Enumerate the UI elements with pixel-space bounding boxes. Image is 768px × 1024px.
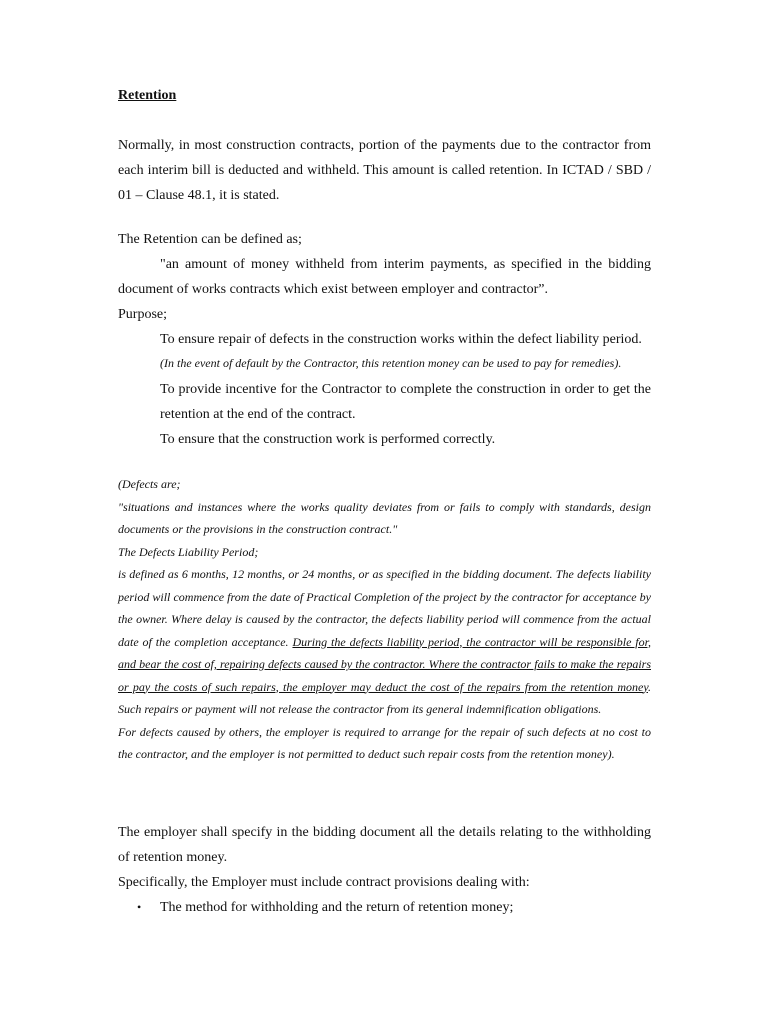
page-title: Retention xyxy=(118,88,177,103)
dlp-underlined-text: During the defects liability period, the contractor will be responsible for, and bear the cost of, repairing defects caused by the contractor. Where the contractor fails to make the repairs or pay the costs of such repairs, the employer may deduct the cost of the repairs from the retention money xyxy=(118,634,651,694)
purpose-block xyxy=(118,327,651,452)
defects-definition: "situations and instances where the works quality deviates from or fails to comply with standards, design documents or the provisions in the construction contract." xyxy=(118,499,651,536)
provisions-lead: Specifically, the Employer must include contract provisions dealing with: xyxy=(118,875,530,890)
others-paragraph: For defects caused by others, the employer is required to arrange for the repair of such defects at no cost to the contractor, and the employer is not permitted to deduct such repair costs from the retention money). xyxy=(118,724,651,761)
defects-block xyxy=(118,473,651,766)
dlp-label: The Defects Liability Period; xyxy=(118,544,259,559)
purpose-item-1: To ensure repair of defects in the construction works within the defect liability period. xyxy=(160,332,642,347)
bullet-icon: • xyxy=(137,900,142,914)
purpose-item-3: To ensure that the construction work is performed correctly. xyxy=(160,431,496,447)
purpose-item-2: To provide incentive for the Contractor to complete the construction in order to get the retention at the end of the contract. xyxy=(160,381,651,422)
definition-quote: "an amount of money withheld from interim payments, as specified in the bidding document of works contracts which exist between employer and contractor”. xyxy=(118,257,651,297)
dlp-paragraph xyxy=(118,563,651,721)
purpose-label: Purpose; xyxy=(118,307,167,322)
list-item-text: The method for withholding and the return of retention money; xyxy=(160,900,514,915)
purpose-item-1-note: (In the event of default by the Contractor, this retention money can be used to pay for remedies). xyxy=(160,356,622,370)
employer-specify-paragraph: The employer shall specify in the bidding document all the details relating to the withholding of retention money. xyxy=(118,825,651,865)
provisions-list xyxy=(118,895,651,920)
defects-label: (Defects are; xyxy=(118,477,181,491)
definition-lead: The Retention can be defined as; xyxy=(118,232,302,247)
dlp-text-start: is defined as 6 months, 12 months, or 24 months, or as specified in the bidding document. The defects liability period will commence from the date of Practical Completion of the project by the contractor for acceptance by the owner. Where delay is caused by the contractor, the defects liability period will commence from the actual date of the completion acceptance. xyxy=(118,567,651,649)
intro-paragraph: Normally, in most construction contracts, portion of the payments due to the contractor from each interim bill is deducted and withheld. This amount is called retention. In ICTAD / SBD / 01 – Clause 48.1, it is stated. xyxy=(118,138,651,203)
dlp-text-end: . Such repairs or payment will not release the contractor from its general indemnification obligations. xyxy=(118,679,651,716)
list-item xyxy=(118,895,651,920)
